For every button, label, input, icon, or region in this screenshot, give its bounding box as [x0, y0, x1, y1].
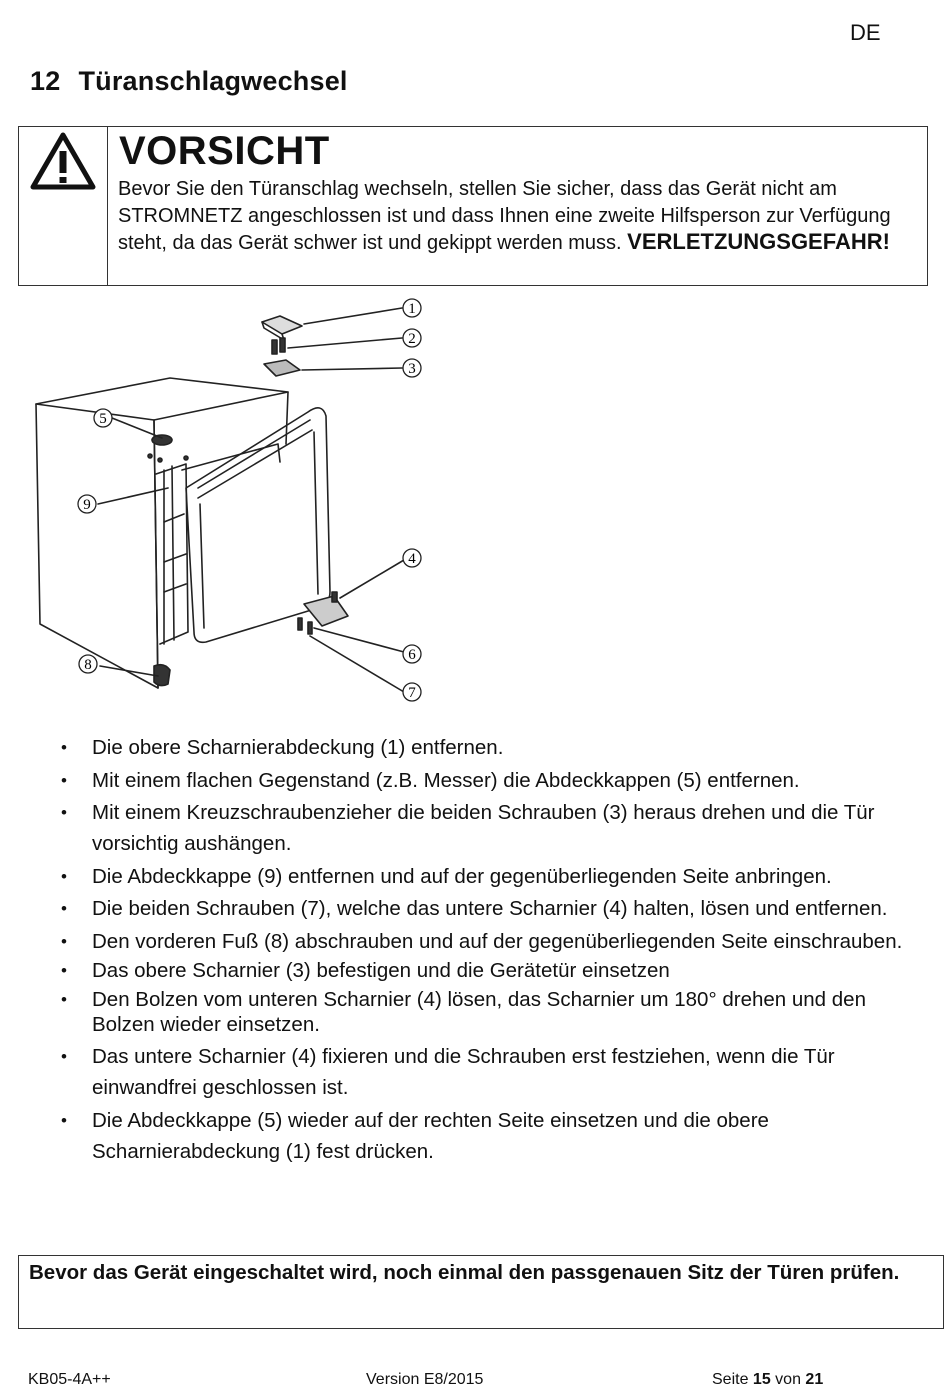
list-item: • Mit einem Kreuzschraubenzieher die beiden Schrauben (3) heraus drehen und die Tür vorsichtig aushängen. [58, 797, 918, 859]
list-item: • Die beiden Schrauben (7), welche das untere Scharnier (4) halten, lösen und entfernen. [58, 893, 918, 924]
list-item: • Das obere Scharnier (3) befestigen und die Gerätetür einsetzen [58, 958, 918, 983]
danger-label: VERLETZUNGSGEFAHR! [627, 229, 890, 255]
callout-label-3: 3 [408, 361, 416, 377]
warning-triangle-icon [29, 131, 97, 191]
list-item: • Den vorderen Fuß (8) abschrauben und auf der gegenüberliegenden Seite einschrauben. [58, 926, 918, 957]
final-note: Bevor das Gerät eingeschaltet wird, noch einmal den passgenauen Sitz der Türen prüfen. [29, 1261, 900, 1284]
list-item: • Mit einem flachen Gegenstand (z.B. Messer) die Abdeckkappen (5) entfernen. [58, 765, 918, 796]
callout-1 [403, 299, 421, 317]
callout-2 [403, 329, 421, 347]
caution-text [118, 176, 923, 257]
callout-label-6: 6 [408, 647, 416, 663]
callout-label-8: 8 [84, 657, 92, 673]
caution-box [18, 126, 928, 286]
caution-icon-cell [19, 127, 108, 285]
section-number: 12 [30, 66, 61, 96]
page-total: 21 [805, 1371, 824, 1388]
list-item: • Die Abdeckkappe (9) entfernen und auf der gegenüberliegenden Seite anbringen. [58, 861, 918, 892]
instruction-list [58, 732, 918, 1168]
callout-label-7: 7 [408, 685, 416, 701]
final-note-box [18, 1255, 944, 1329]
callout-label-1: 1 [408, 301, 416, 317]
list-item: • Die Abdeckkappe (5) wieder auf der rechten Seite einsetzen und die obere Scharnierabdeckung (1) fest drücken. [58, 1105, 918, 1167]
page-separator: von [775, 1371, 801, 1388]
page-current: 15 [752, 1371, 771, 1388]
fridge-door-diagram [18, 292, 448, 710]
footer-model: KB05-4A++ [28, 1371, 111, 1388]
language-code: DE [850, 20, 881, 45]
list-item: • Den Bolzen vom unteren Scharnier (4) lösen, das Scharnier um 180° drehen und den Bolzen wieder einsetzen. [58, 987, 918, 1037]
callout-3 [403, 359, 421, 377]
callout-6 [403, 645, 421, 663]
callout-9 [78, 495, 96, 513]
callout-4 [403, 549, 421, 567]
list-item: • Die obere Scharnierabdeckung (1) entfernen. [58, 732, 918, 763]
callout-label-2: 2 [408, 331, 416, 347]
caution-heading: VORSICHT [119, 129, 330, 173]
footer-version: Version E8/2015 [366, 1371, 484, 1388]
callout-label-9: 9 [83, 497, 91, 513]
list-item: • Das untere Scharnier (4) fixieren und die Schrauben erst festziehen, wenn die Tür einwandfrei geschlossen ist. [58, 1041, 918, 1103]
callout-label-4: 4 [408, 551, 416, 567]
callout-5 [94, 409, 112, 427]
callout-7 [403, 683, 421, 701]
diagram-callouts [78, 299, 421, 701]
footer-page-number [712, 1371, 823, 1389]
page-prefix: Seite [712, 1371, 749, 1388]
callout-label-5: 5 [99, 411, 107, 427]
callout-8 [79, 655, 97, 673]
caution-body: Bevor Sie den Türanschlag wechseln, stellen Sie sicher, dass das Gerät nicht am STROMNETZ angeschlossen ist und dass Ihnen eine zweite Hilfsperson zur Verfügung steht, da das Gerät schwer ist und gekippt werden muss. [118, 178, 891, 255]
section-title: Türanschlagwechsel [78, 66, 348, 96]
section-heading [30, 66, 348, 97]
